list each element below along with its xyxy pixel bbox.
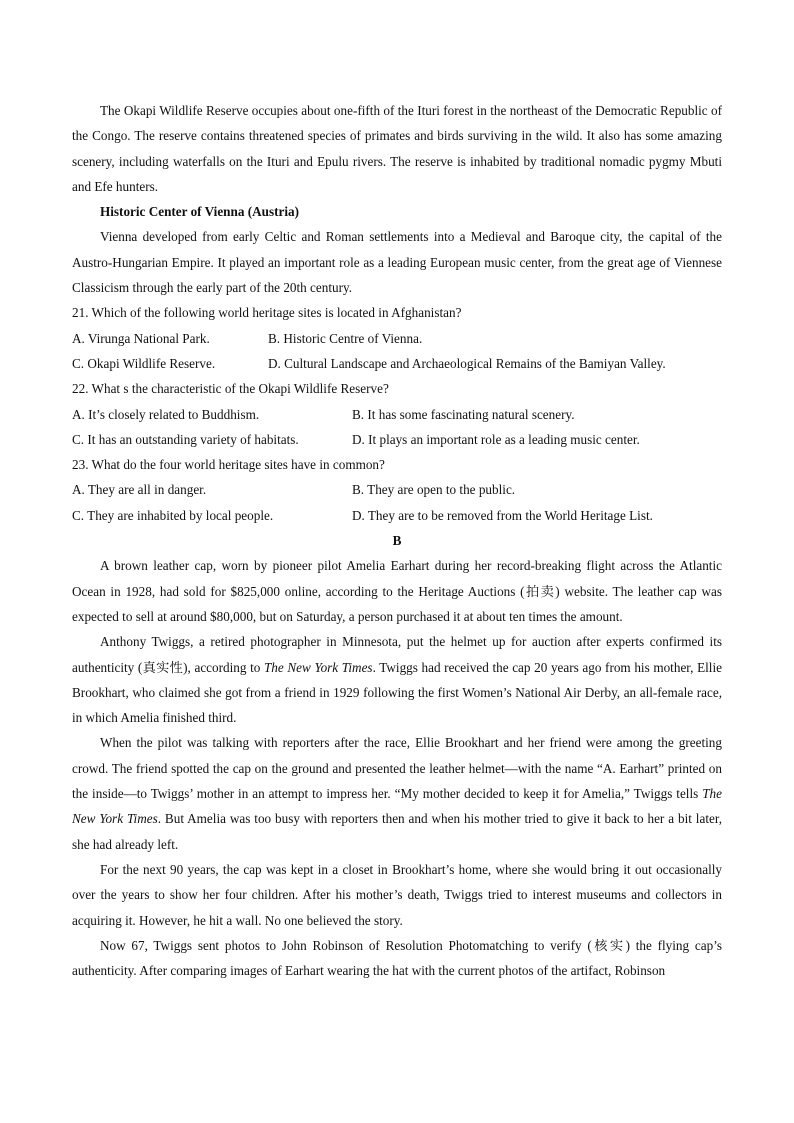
question-21-options-row1 — [72, 326, 722, 351]
paragraph-2-text-b: . Twiggs had received the cap 20 years ago from his mother, Ellie Brookhart, who claimed she got from a friend in 1929 following the first Women’s National Air Derby, an all-female race, in which Amelia finished third. — [72, 659, 722, 726]
paragraph-3-text-b: . But Amelia was too busy with reporters then and when his mother tried to give it back to her a bit later, she had already left. — [72, 811, 722, 852]
passage-b-paragraph-5: Now 67, Twiggs sent photos to John Robinson of Resolution Photomatching to verify (核实) the flying cap’s authenticity. After comparing images of Earhart wearing the hat with the current photos of the artifact, Robinson — [72, 937, 722, 979]
section-b-label: B — [392, 533, 402, 549]
passage-b-paragraph-1: A brown leather cap, worn by pioneer pilot Amelia Earhart during her record-breaking flight across the Atlantic Ocean in 1928, had sold for $825,000 online, according to the Heritage Auctions (拍卖) website. The leather cap was expected to sell at around $80,000, but on Saturday, a person purchased it at about ten times the amount. — [72, 558, 722, 624]
passage-b-paragraph-4: For the next 90 years, the cap was kept in a closet in Brookhart’s home, where she would bring it out occasionally over the years to show her four children. After his mother’s death, Twiggs tried to interest museums and collectors in acquiring it. However, he hit a wall. No one believed the story. — [72, 861, 722, 928]
question-23-options-row2 — [72, 503, 722, 528]
paragraph-2-text-a: Anthony Twiggs, a retired photographer in Minnesota, put the helmet up for auction after experts confirmed its authenticity (真实性), according to — [72, 634, 722, 675]
question-23-stem: 23. What do the four world heritage sites have in common? — [72, 457, 385, 473]
question-21-option-a: A. Virunga National Park. — [72, 330, 210, 346]
question-21-options-row2 — [72, 351, 722, 376]
question-23-option-a: A. They are all in danger. — [72, 482, 207, 498]
question-22-option-a: A. It’s closely related to Buddhism. — [72, 406, 260, 422]
question-21-option-d: D. Cultural Landscape and Archaeological Remains of the Bamiyan Valley. — [268, 355, 666, 371]
question-22-option-d: D. It plays an important role as a leading music center. — [352, 431, 640, 447]
vienna-paragraph: Vienna developed from early Celtic and Roman settlements into a Medieval and Baroque city, the capital of the Austro-Hungarian Empire. It played an important role as a leading European music center, from the great age of Viennese Classicism through the early part of the 20th century. — [72, 229, 722, 296]
paragraph-3-text-a: When the pilot was talking with reporters after the race, Ellie Brookhart and her friend were among the greeting crowd. The friend spotted the cap on the ground and presented the leather helmet—with the name “A. Earhart” printed on the inside—to Twiggs’ mother in an attempt to impress her. “My mother decided to keep it for Amelia,” Twiggs tells — [72, 735, 722, 802]
question-22-options-row1 — [72, 402, 722, 427]
passage-b-paragraph-3 — [72, 730, 722, 856]
question-22-option-c: C. It has an outstanding variety of habitats. — [72, 431, 299, 447]
passage-b-paragraph-2 — [72, 629, 722, 730]
question-22-option-b: B. It has some fascinating natural scenery. — [352, 406, 575, 422]
newspaper-title: The New York Times — [72, 786, 722, 827]
document-page — [72, 98, 722, 983]
vienna-heading: Historic Center of Vienna (Austria) — [100, 204, 300, 220]
newspaper-title: The New York Times — [263, 659, 373, 675]
question-23-option-c: C. They are inhabited by local people. — [72, 507, 274, 523]
question-21-stem: 21. Which of the following world heritage sites is located in Afghanistan? — [72, 305, 462, 321]
question-23-options-row1 — [72, 477, 722, 502]
question-21-option-c: C. Okapi Wildlife Reserve. — [72, 355, 216, 371]
question-21-option-b: B. Historic Centre of Vienna. — [268, 330, 423, 346]
question-23-option-d: D. They are to be removed from the World Heritage List. — [352, 507, 653, 523]
question-22-options-row2 — [72, 427, 722, 452]
okapi-paragraph: The Okapi Wildlife Reserve occupies about one-fifth of the Ituri forest in the northeast of the Democratic Republic of the Congo. The reserve contains threatened species of primates and birds surviving in the wild. It also has some amazing scenery, including waterfalls on the Ituri and Epulu rivers. The reserve is inhabited by traditional nomadic pygmy Mbuti and Efe hunters. — [72, 103, 722, 194]
question-23-option-b: B. They are open to the public. — [352, 482, 516, 498]
question-22-stem: 22. What s the characteristic of the Okapi Wildlife Reserve? — [72, 381, 389, 397]
